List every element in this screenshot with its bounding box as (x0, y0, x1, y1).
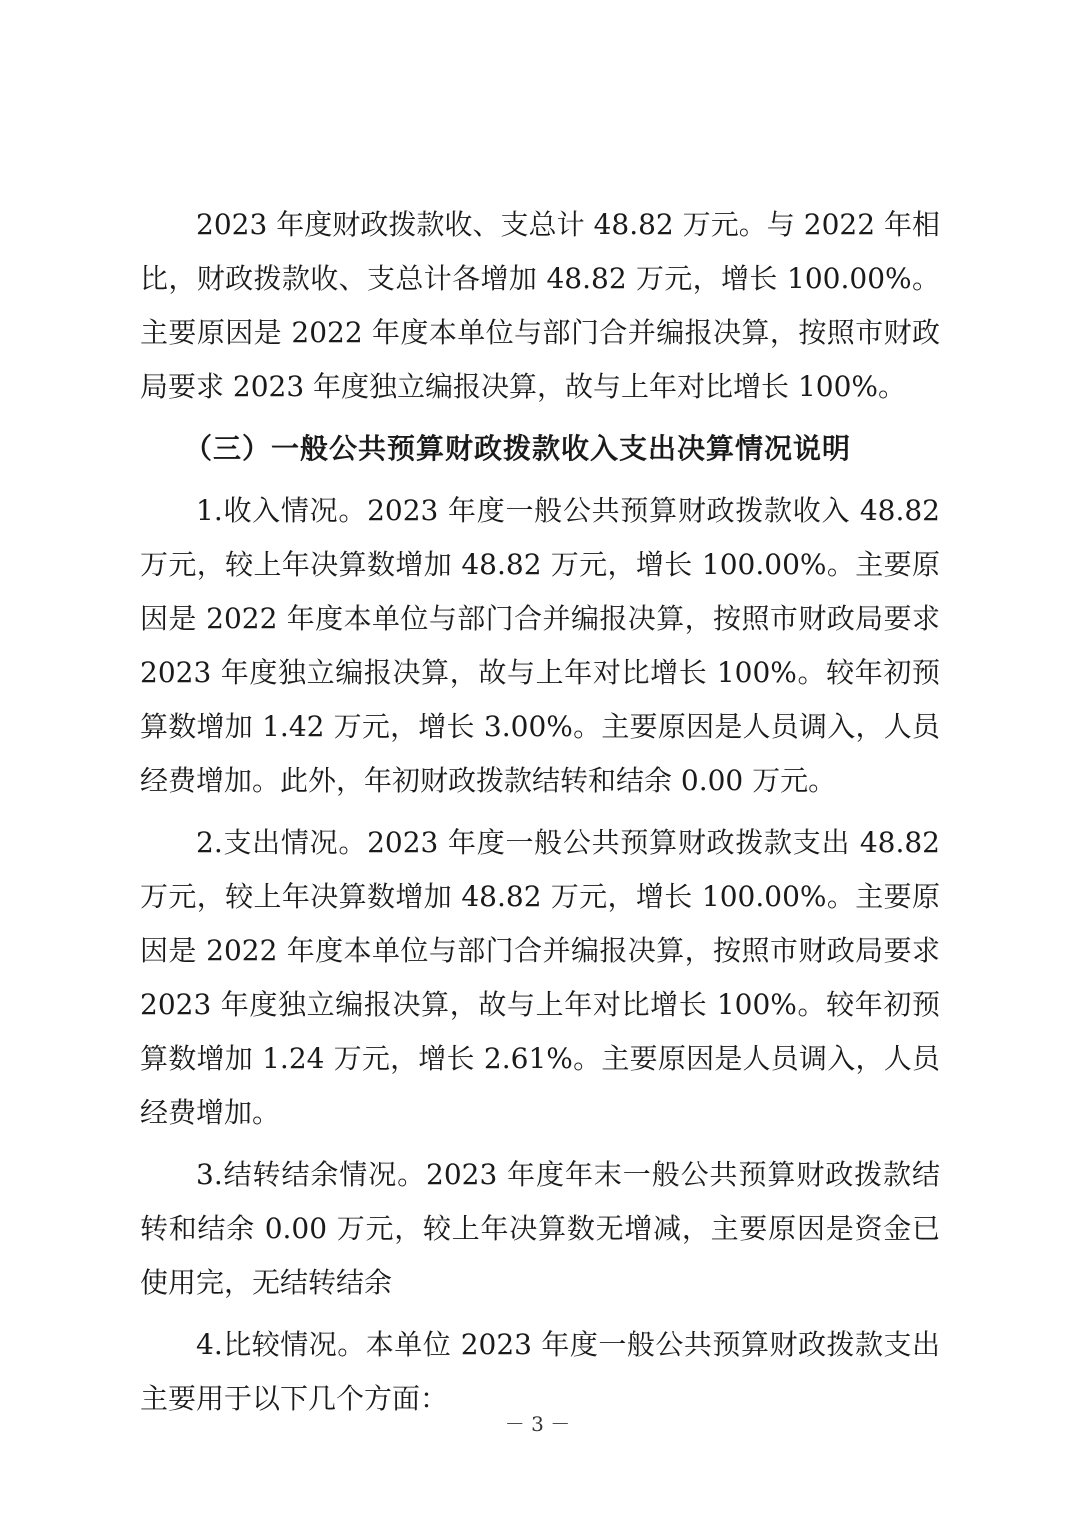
paragraph-comparison: 4.比较情况。本单位 2023 年度一般公共预算财政拨款支出主要用于以下几个方面： (140, 1328, 940, 1415)
paragraph-income: 1.收入情况。2023 年度一般公共预算财政拨款收入 48.82 万元，较上年决算数增加 48.82 万元，增长 100.00%。主要原因是 2022 年度本单位与部门合并编报决算，按照市财政局要求 2023 年度独立编报决算，故与上年对比增长 100%。较年初预算数增加 1.42 万元，增长 3.00%。主要原因是人员调入，人员经费增加。此外，年初财政拨款结转和结余 0.00 万元。 (140, 494, 940, 797)
paragraph-totals: 2023 年度财政拨款收、支总计 48.82 万元。与 2022 年相比，财政拨款收、支总计各增加 48.82 万元，增长 100.00%。主要原因是 2022 年度本单位与部门合并编报决算，按照市财政局要求 2023 年度独立编报决算，故与上年对比增长 100%。 (140, 208, 940, 403)
section-heading-3: （三）一般公共预算财政拨款收入支出决算情况说明 (184, 432, 852, 465)
page-number: － 3 － (504, 1412, 571, 1436)
document-body (140, 198, 940, 1434)
paragraph-expenditure: 2.支出情况。2023 年度一般公共预算财政拨款支出 48.82 万元，较上年决算数增加 48.82 万元，增长 100.00%。主要原因是 2022 年度本单位与部门合并编报决算，按照市财政局要求 2023 年度独立编报决算，故与上年对比增长 100%。较年初预算数增加 1.24 万元，增长 2.61%。主要原因是人员调入，人员经费增加。 (140, 826, 940, 1129)
paragraph-carryover: 3.结转结余情况。2023 年度年末一般公共预算财政拨款结转和结余 0.00 万元，较上年决算数无增减，主要原因是资金已使用完，无结转结余 (140, 1158, 940, 1299)
